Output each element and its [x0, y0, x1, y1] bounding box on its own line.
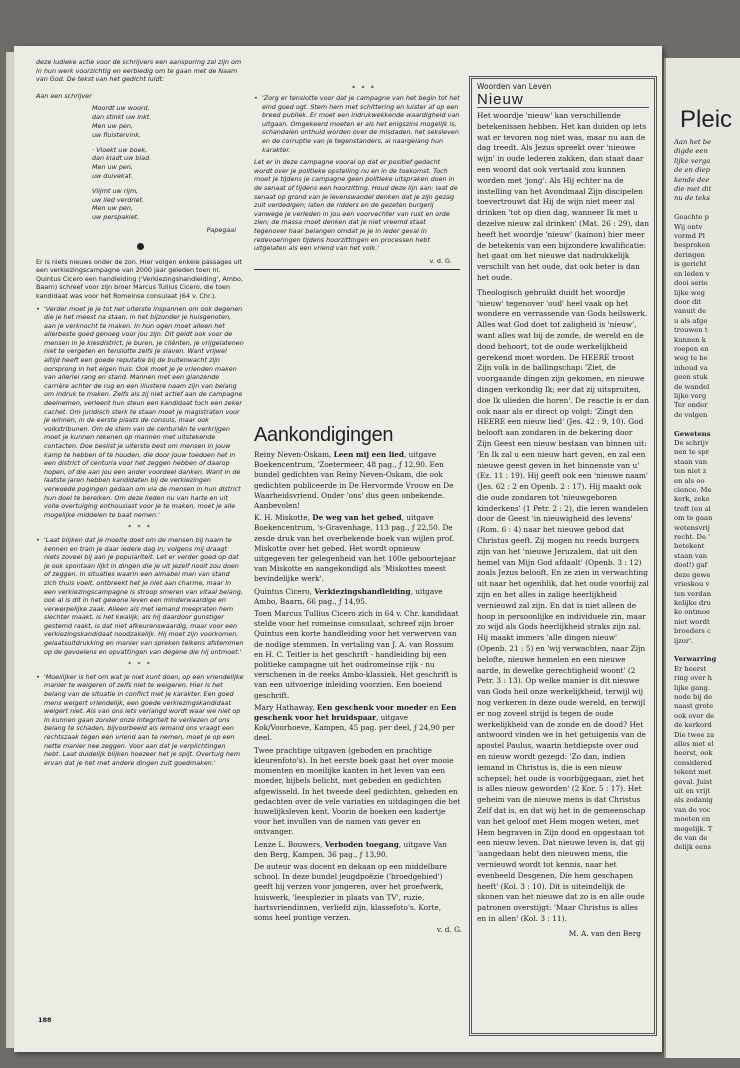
bullet-icon: • [254, 94, 258, 102]
adjacent-page-line [674, 204, 740, 213]
adjacent-page-line: De schrijv [674, 439, 709, 447]
adjacent-page-line: moeten en [674, 815, 711, 824]
adjacent-page-line: naast grote [674, 702, 714, 711]
adjacent-page-line: niet wordt [674, 617, 710, 626]
adjacent-page-line: geval. Juist [674, 777, 713, 786]
adjacent-page-line: en leden v [674, 269, 710, 278]
adjacent-page-line: Aan het be [674, 138, 712, 146]
announcement-item: Reiny Neven-Oskam, Leen mij een lied, uitgave Boekencentrum, 'Zoetermeer, 48 pag., ƒ 12,90. Een bundel gedichten van Reiny Neven-Oskam, die ook gedichten publiceerde in De Hervormde Vrouw en De Waarheidsvriend. Onder 'ons' dus geen onbekende. Aanbevolen! [254, 450, 454, 511]
adjacent-page-line: Geachte p [674, 213, 709, 222]
adjacent-page-line: cience. Me [674, 486, 712, 495]
adjacent-page-line: treft (en al [674, 504, 711, 513]
adjacent-page-line: Die twee za [674, 730, 715, 739]
adjacent-page-line: de wandel [674, 382, 710, 391]
adjacent-page-line: en als oo [674, 476, 705, 485]
adjacent-page-line: nen te spr [674, 448, 709, 457]
adjacent-page-title: Pleic [680, 106, 733, 133]
adjacent-page-line: de volgen [674, 410, 708, 419]
box-header: Woorden van Leven [477, 82, 552, 91]
adjacent-page-line: de van de [674, 834, 708, 843]
announcement-item: Mary Hathaway, Een geschenk voor moeder en Een geschenk voor het bruidspaar, uitgave Kok/Voorhoeve, Kampen, 45 pag. per deel, ƒ 24,90 per deel. [254, 702, 457, 743]
poem-line: uw duivekat. [92, 171, 134, 180]
adjacent-page-line: u als afge [674, 316, 708, 325]
book-title: Verkiezingshandleiding [314, 586, 411, 596]
poem [92, 104, 244, 222]
bullet-icon: • [36, 672, 40, 681]
adjacent-page-line: als zodanig [674, 796, 713, 805]
quote-paragraph [36, 536, 244, 656]
adjacent-page-text [666, 138, 740, 853]
adjacent-page-line: Verwarring [674, 655, 717, 664]
adjacent-page-line: dooi serie [674, 279, 708, 288]
bullet-icon: • [36, 535, 40, 544]
quote-paragraph [254, 94, 460, 154]
adjacent-page-line: om te gaan [674, 514, 713, 523]
quote-paragraph [36, 305, 244, 520]
adjacent-page-line [674, 420, 740, 429]
quote-paragraph [36, 673, 244, 768]
adjacent-page-line: roepen en [674, 344, 709, 353]
adjacent-page-line: weg te be [674, 354, 708, 363]
adjacent-page-line: vrieskou v [674, 580, 710, 589]
section-stars: * * * [128, 523, 152, 532]
poem-line: Men uw pen, [92, 204, 133, 213]
box-paragraph: Theologisch gebruikt duidt het woordje 'nieuw' tegenover 'oud' heel vaak op het wondere en verrassende van Gods heilswerk. Alles wat God doet tot zaligheid is 'nieuw', want alles wat bij de zonde, de wereld en de dood behoort, tot de oude werkelijkheid gerekend moet worden. De HEERE troost Zijn volk in de ballingschap: 'Ziet, de voorgaande dingen zijn gekomen, en nieuwe dingen verkondig Ik; eer dat zij uitspruiten, doe Ik ulieden die horen'. De reactie is er dan ook naar als er direct op volgt: 'Zingt den HEERE een nieuw lied' (Jes. 42 : 9, 10). God belooft aan zondaren in de bekering door Zijn Geest een nieuw bestaan van binnen uit: 'En Ik zal u een nieuw hart geven, en zal een nieuwe geest geven in het binnenste van u' (Ez. 11 : 19). Hij geeft ook een 'nieuwe naam' (Jes. 62 : 2 en Openb. 2 : 17). Hij maakt ook die oude zondaren tot 'nieuwgeboren kinderkens' (1 Petr. 2 : 2), die leren wandelen door de Geest 'in nieuwigheid des levens' (Rom. 6 : 4) naar het nieuwe gebod dat Christus geeft. Zij mogen nu reeds burgers zijn van het 'nieuwe Jeruzalem, dat uit den hemel van Mijn God afdaalt' (Openb. 3 : 12) zoals Jezus belooft. En ze zien in verwachting uit naar het ogenblik, dat het oude voorbij zal zijn en het alles in zalige heerlijkheid vernieuwd zal zijn. En dat is niet alleen de hoop in persoonlijke en individuele zin, maar zo wijd als Gods heerlijkheid straks zijn zal. Hij maakt immers 'alle dingen nieuw' (Openb. 21 : 5) en 'wij verwachten, naar Zijn belofte, nieuwe hemelen en een nieuwe aarde, in dewelke gerechtigheid woont' (2 Petr. 3 : 13). Op welke manier is dit nieuwe van Gods heil onze werkelijkheid, terwijl wij nog verkeren in deze oude wereld, en terwijl er nog zoveel strijd is tegen de oude werkelijkheid van de zonde en de dood? Het antwoord vinden we in het getuigenis van de apostel Paulus, waarin hetdiepste over oud en nieuw wordt gezegd: 'Zo dan, indien iemand in Christus is, die is een nieuw schepsel; het oude is voorbijgegaan, ziet het is alles nieuw geworden' (2 Kor. 5 : 17). Het geheim van de nieuwe mens is dat Christus Zelf dat is, en dat wij het in de gemeenschap van het geloof met Hem mogen weten, met Hem begraven in Zijn dood en opgestaan tot een nieuw leven. Dat nieuwe leven is, dat gij 'aangedaan hebt den nieuwen mens, die vernieuwd wordt tot kennis, naar het evenbeeld Desgenen, Die hem geschapen heeft' (Kol. 3 : 10). Dit is uiteindelijk de skonen van het nieuwe dat zo is en alle oude patronen overstijgt: 'Maar Christus is alles en in allen' (Kol. 3 : 11). [477, 287, 649, 923]
adjacent-page-line: kelijke dru [674, 598, 711, 607]
adjacent-page-line: betekent [674, 542, 705, 551]
adjacent-page-line: door dit [674, 297, 702, 306]
adjacent-page-line: broeders c [674, 627, 711, 636]
adjacent-page-line: ke ontmoe [674, 608, 711, 617]
poem-line: dan stinkt uw inkt. [92, 113, 152, 122]
adjacent-page-line: node bij de [674, 692, 713, 701]
announcement-item: Quintus Cicero, Verkiezingshandleiding, uitgave Ambo, Baarn, 66 pag., ƒ 14,95. [254, 586, 443, 606]
adjacent-page-line: de en diep [674, 166, 710, 175]
announcement-item: Toen Marcus Tullius Cicero zich in 64 v. Chr. kandidaat stelde voor het romeinse consulaat, schreef zijn broer Quintus een korte handleiding voor het verwerven van de nodige stemmen. In vertaling van J. A. van Rossum en H. C. Teitler is het geschrift - handleiding bij een politieke campagne uit het oudromeinse rijk - nu verschenen in de reeks Ambo-klassiek. Het geschrift is van een uitvoerige inleiding voorzien. Een boeiend geschrift. [254, 609, 459, 700]
adjacent-page-line: vormd Pl [674, 232, 705, 241]
adjacent-page-line: nu de teks [674, 194, 710, 203]
section-stars: * * * [128, 660, 152, 669]
adjacent-page-line: lijke gang. [674, 683, 711, 692]
poem-line: uw perspakiet. [92, 213, 140, 222]
adjacent-page-line: staan van [674, 551, 708, 560]
adjacent-page-line: alles met el [674, 740, 714, 748]
book-title: Een geschenk voor het bruidspaar [254, 702, 457, 723]
section-stars-top: * * * [352, 84, 376, 92]
adjacent-page-line: ook over de [674, 711, 715, 720]
book-title: De weg van het gebed [312, 513, 402, 523]
adjacent-page-line: deringen [674, 250, 705, 259]
box-title: Nieuw [477, 92, 649, 108]
adjacent-page-line: is gericht [674, 260, 707, 269]
adjacent-page-line: lijke weg [674, 288, 705, 297]
adjacent-page-line: deze gewe [674, 570, 711, 579]
adjacent-page-line: kunnen k [674, 335, 706, 344]
poem-line: dan kladt uw blad. [92, 154, 152, 163]
page-number: 188 [38, 1016, 52, 1024]
adjacent-page-line: staan van [674, 457, 708, 466]
poem-line: Moordt uw woord, [92, 104, 150, 113]
adjacent-page-line: heerst, ook [674, 749, 713, 758]
poem-line: Vlijmt uw rijm, [92, 186, 139, 195]
adjacent-page-line: wetensvrij [674, 523, 710, 532]
adjacent-page-line: inhoud va [674, 363, 708, 372]
adjacent-page-line [674, 646, 740, 655]
book-title: Leen mij een lied [333, 450, 405, 459]
announcement-item: Twee prachtige uitgaven (geboden en prachtige kleurenfoto's). In het eerste boek gaat het over mooie momenten en moeilijke kanten in het leven van een moeder, bijbels belicht, met gebeden en gedichten afgewisseld. In het tweede deel gedichten, gebeden en gedachten over de vele variaties en uitdagingen die het huwelijksleven kent. Voorin de boeken een kadertje voor het invullen van de namen van gever en ontvanger. [254, 745, 461, 837]
adjacent-page-line: Gewetens [674, 429, 711, 438]
box-paragraph: Het woordje 'nieuw' kan verschillende betekenissen hebben. Het kan duiden op iets wat er tevoren nog niet was, maar nu aan de dag treedt. Als Jezus spreekt over 'nieuwe wijn' in oude lederen zakken, dan staat daar een woord dat ook vertaald zou kunnen worden met 'jong'. Als Hij echter na de instelling van het Avondmaal Zijn discipelen toevertrouwt dat Hij de wijn niet meer zal drinken 'tot op dien dag, wanneer Ik met u dezelve nieuw zal drinken' (Mat. 26 : 29), dan heeft het woordje 'nieuw' (kainon) hier meer de betekenis van een bijzondere kwalificatie: het gaat om het nieuwe dat nadrukkelijk verschilt van het oude, dat ook beter is dan het oude. [477, 111, 649, 282]
adjacent-page-line: digde een [674, 147, 708, 156]
adjacent-page [664, 58, 740, 1058]
adjacent-page-line: lijke verg [674, 391, 707, 400]
quote-signature: v. d. G. [429, 256, 452, 265]
adjacent-page-line: Wij ontv [674, 222, 703, 231]
adjacent-page-line: uit en vrijt [674, 787, 711, 796]
quote-text: 'Verder moet je je tot het uiterste inspannen om ook degenen die je het meest na staan, in het bijzonder je huisgenoten, aan je verknocht te maken. In hun ogen moet alleen het allerbeste goed genoeg voor jou zijn. Dit geldt ook voor de mensen in je kiesdistrict, je buren, je cliënten, je vrijgelatenen niet te vergeten en tenslotte zelfs je slaven. Want vrijwel altijd heeft een goede reputatie bij de buitenwacht zijn oorsprong in het eigen huis. Ook moet je je vrienden maken van allerlei rang en stand. Mannen met een glanzende carrière achter de rug en een illustere naam zijn van belang om indruk te maken. Zelfs als zij niet actief aan de campagne deelnemen, verleent hun steun een kandidaat toch een zeker cachet. Om juridisch sterk te staan moet je magistraten voor je winnen, in de eerste plaats de consuls, maar ook volkstribunen. Om de stem van de centuriën te verkrijgen moet je kunnen rekenen op mannen met uitstekende contacten. Doe beslist je uiterste best om mensen in jouw kamp te hebben of te houden, die door jouw toedoen het in een district of centuria voor het zeggen hebben of daarop hopen, of die aan jou een ander voordeel danken. Want in de laatste jaren hebben kandidaten bij de verkiezingen verwoede pogingen gedaan om via de mensen in hun district hun doel te bereiken. Om deze lieden nu van harte en uit volle overtuiging enthousiast voor je te maken, moet je alle mogelijke middelen te baat nemen.' [44, 304, 244, 519]
woorden-van-leven-box [469, 76, 657, 1036]
poem-line: Men uw pen, [92, 163, 133, 172]
adjacent-page-line: ring over h [674, 674, 713, 683]
poem-signature: Papegaai [206, 225, 236, 234]
adjacent-page-line: vanuit de [674, 307, 707, 316]
divider [254, 269, 460, 270]
announcement-item: Lenze L. Bouwers, Verboden toegang, uitgave Van den Berg, Kampen. 36 pag., ƒ 13,90. [254, 839, 447, 859]
adjacent-page-line: delijk eens [674, 843, 712, 852]
magazine-page [14, 46, 662, 1052]
adjacent-page-line: mogelijk. T [674, 824, 713, 833]
poem-line: · Vloekt uw boek, [92, 145, 148, 154]
announcements-column [254, 424, 462, 935]
bullet-icon: • [36, 304, 40, 313]
adjacent-page-line: trouwen t [674, 326, 708, 335]
adjacent-page-line: recht. De ' [674, 533, 711, 542]
adjacent-page-line: kende dee [674, 175, 710, 184]
adjacent-page-line: ten verdan [674, 589, 712, 598]
book-title: Verboden toegang [324, 839, 399, 849]
book-title: Een geschenk voor moeder [316, 702, 428, 712]
poem-line: uw fluistervink. [92, 130, 141, 139]
announcement-item: K. H. Miskotte, De weg van het gebed, uitgave Boekencentrum, 's-Gravenhage, 113 pag., ƒ 22,50. De zesde druk van het overbekende boek van wijlen prof. Miskotte over het gebed. Het wordt opnieuw uitgegeven ter gelegenheid van het 100e geboortejaar van Miskotte en aangekondigd als 'Miskottes meest bevindelijke werk'. [254, 513, 457, 584]
cicero-intro: Er is niets nieuws onder de zon. Hier volgen enkele passages uit een verkiezingscampagne van 2000 jaar geleden toen nl. Quintus Cicero een handleiding ('Verkiezingshandleiding', Ambo, Baarn) schreef voor zijn broer Marcus Tullius Cicero, die toen kandidaat was voor het Romeinse consulaat (64 v. Chr.). [36, 257, 243, 300]
adjacent-page-line: kerk, zeke [674, 495, 710, 504]
adjacent-page-line: besproken [674, 241, 711, 250]
announcement-item: De auteur was docent en dekaan op een middelbare school. In deze bundel jeugdpoëzie ('broedgebied') geeft hij verzen voor jongeren, over het proefwerk, huiswerk, 'leesplezier in plaats van TV', ruzie, hartsvriendinnen, verliefd zijn, klassefoto's. Korte, soms heel puntige verzen. [254, 861, 447, 922]
adjacent-page-line: lijke verga [674, 156, 711, 165]
poem-addressee: Aan een schrijver [36, 91, 92, 100]
quote-text: 'Zorg er tenslotte voor dat je campagne van het begin tot het eind goed ogt. Stem hem met schittering en luister af op een breed publiek. Er moet een indrukwekkende waardigheid van uitgaan. Omgekeerd moeten er als het enigszins mogelijk is, schandalen onthuld worden over de misdaden, het seksleven en de corruptie van je tegenstanders, al naargelang hun karakter. [262, 94, 460, 154]
announcements-title: Aankondigingen [254, 424, 394, 446]
left-column [36, 58, 244, 1008]
middle-column-quotes [254, 94, 460, 454]
box-signature: M. A. van den Berg [568, 928, 641, 938]
quote-text: 'Moeilijker is het om wat je niet kunt doen, op een vriendelijke manier te weigeren of zelfs niet te weigeren. Hier is het belang van de situatie in conflict met je karakter. Een goed mens weigert vriendelijk, een goede verkiezingskandidaat weigert niet. Als van ons iets verlangd wordt waar we niet op in kunnen gaan zonder onze integriteit te verliezen of ons belang te schaden, bijvoorbeeld als iemand ons vraagt een rechtszaak tegen een vriend aan te nemen, moet je op een nette manier nee zeggen. Voor aan dat je verplichtingen hebt. Laat duidelijk blijken hoezeer het je spijt. Overtuig hem ervan dat je het met andere dingen zult goedmaken.' [44, 672, 244, 767]
adjacent-page-line: Ter onder [674, 401, 708, 410]
adjacent-page-line: van de voc [674, 805, 711, 814]
adjacent-page-line: de kerkord [674, 721, 712, 730]
bullet-dot-separator [137, 243, 144, 250]
adjacent-page-line: considered [674, 758, 712, 767]
adjacent-page-line: die met dit [674, 185, 712, 194]
announcements-signature: v. d. G. [436, 925, 462, 935]
adjacent-page-line: dool!) gaf [674, 561, 708, 570]
intro-paragraph: deze ludieke actie voor de schrijvers een aansporing zal zijn om in hun werk voorzichtig en eerbiedig om te gaan met de Naam van God. De tekst van het gedicht luidt: [36, 58, 242, 84]
quote-continuation: Let er in deze campagne vooral op dat er positief gedacht wordt over je politieke opstelling nu en in de toekomst. Toch moet je tijdens je campagne geen politieke uitspraken doen in de senaat of tijdens een hoorzitting. Houd deze lijn aan: laat de senaat op grond van je levenswandel denken dat je zijn gezag zult verdedigen; laten de ridders en de gezeten burgerij vanwege je verleden in jou een voorvechter van rust en orde zien; de massa moet denken dat je niet vreemd staat tegenover haar belangen omdat je je in ieder geval in redevoeringen tijdens hoorzittingen en processen hebt uitgelaten als een vriend van het volk.' [254, 158, 458, 253]
adjacent-page-line: tekent met [674, 768, 712, 777]
adjacent-page-line: ijzer'. [674, 636, 694, 645]
adjacent-page-line: Er heerst [674, 664, 707, 673]
poem-line: uw lied verdriet. [92, 195, 145, 204]
adjacent-page-line: geen stuk [674, 373, 708, 382]
adjacent-page-line: ten niet z [674, 467, 707, 476]
poem-line: Men uw pen, [92, 121, 133, 130]
quote-text: 'Laat blijken dat je moeite doet om de mensen bij naam te kennen en train je daar iedere dag in; volgens mij draagt niets zoveel bij aan je populariteit. Let er verder goed op dat je ook spontaan lijkt in dingen die je uit jezelf nooit zou doen of zeggen. In situaties waarin een aimabel man van stand zich thuis voelt, ontbreekt het je niet aan charme, maar in een verkiezingscampagne is stroop smeren van vitaal belang, ook al is dit in het gewone leven een minderwaardige en verwerpelijke zaak. Alleen als met iemand meepraten hem slechter maakt, is het kwalijk; als hij daardoor gunstiger gestemd raakt, is dat niet afkeurenswaardig, maar voor een verkiezingskandidaat noodzakelijk. Hij moet zijn voorkomen, gelaatsuitdrukking en manier van spreken telkens afstemmen op de gevoelens en opvattingen van degene die hij ontmoet.' [44, 535, 244, 656]
